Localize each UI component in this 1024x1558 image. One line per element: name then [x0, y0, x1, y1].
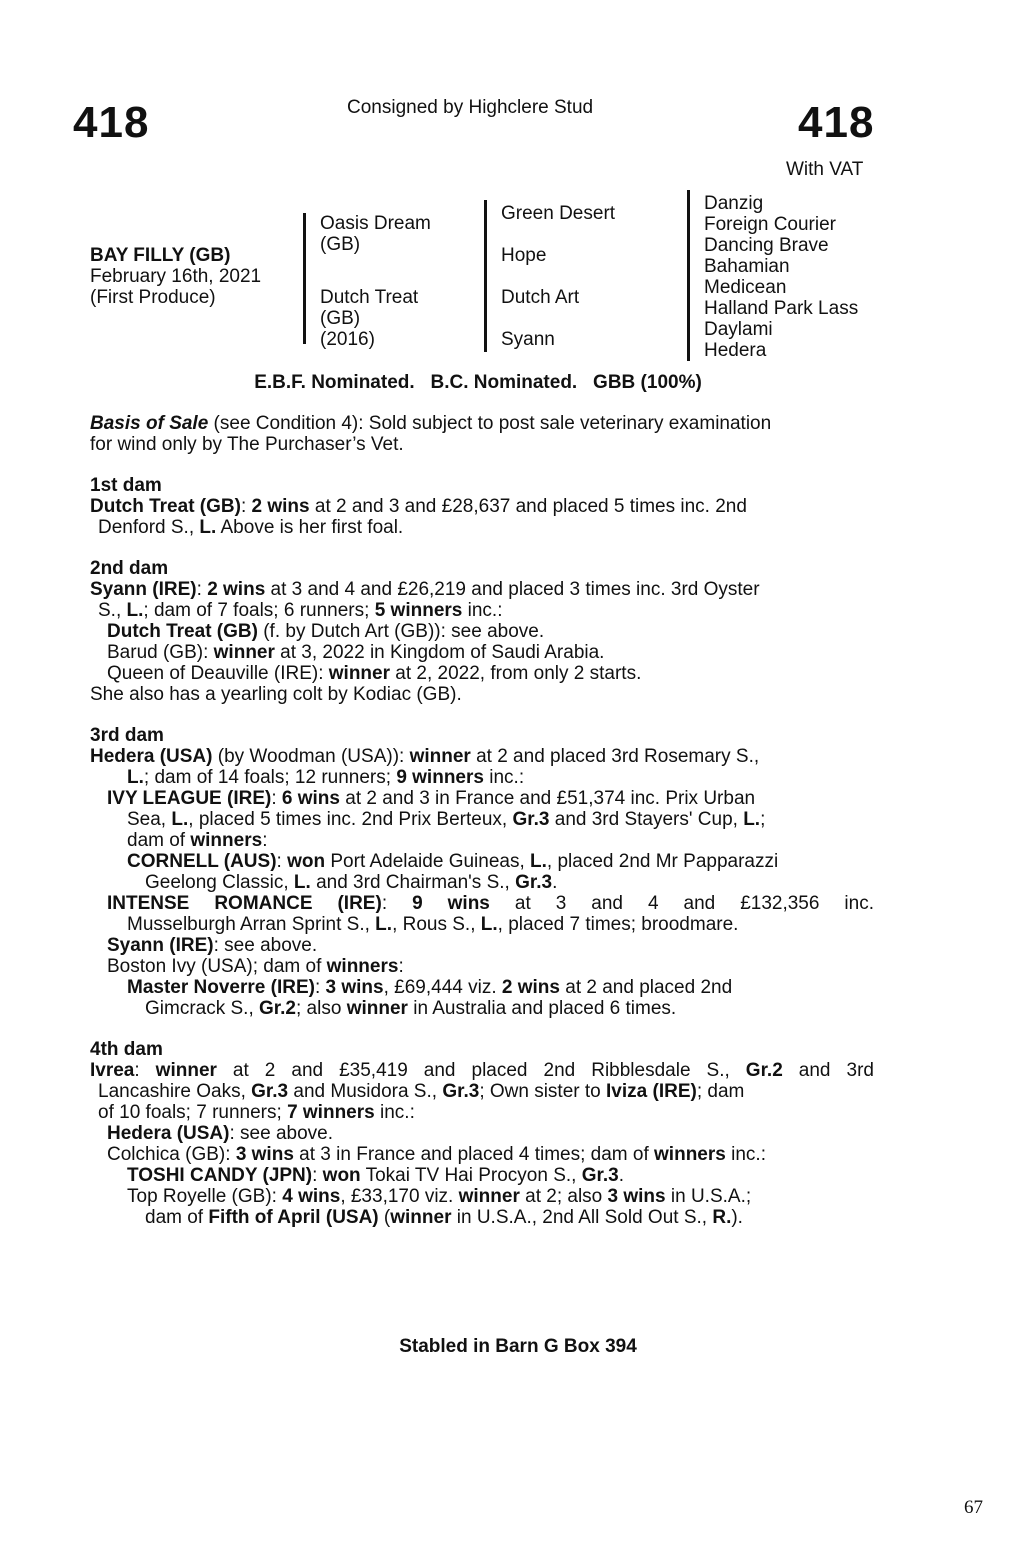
text-line: [90, 496, 874, 517]
body-text: ; Own sister to: [479, 1081, 607, 1102]
body-text: (see Condition 4): Sold subject to post sale veterinary examination: [208, 413, 772, 434]
body-text: Boston Ivy (USA); dam of: [107, 956, 327, 977]
text-line: [90, 788, 874, 809]
emphasis-text: CORNELL (AUS): [127, 851, 277, 872]
body-text: :: [271, 788, 282, 809]
emphasis-text: Gr.3: [581, 1165, 619, 1186]
text-line: [90, 579, 874, 600]
pedigree-bracket: [303, 213, 306, 344]
pedigree-section: [90, 413, 874, 455]
body-text: at 2, 2022, from only 2 starts.: [390, 663, 642, 684]
dam-year: (2016): [320, 329, 375, 350]
body-text: Tokai TV Hai Procyon S.,: [360, 1165, 582, 1186]
pedigree-section: [90, 558, 874, 705]
dam-country: (GB): [320, 308, 361, 329]
body-text: and 3rd: [782, 1060, 874, 1081]
emphasis-text: L.: [293, 872, 311, 893]
text-line: [90, 935, 874, 956]
emphasis-text: 4 wins: [282, 1186, 341, 1207]
great-grandparent: Daylami: [704, 319, 773, 340]
body-text: .: [552, 872, 558, 893]
emphasis-text: Gr.2: [259, 998, 296, 1019]
pedigree-dam: [320, 287, 418, 350]
emphasis-text: winner: [346, 998, 408, 1019]
emphasis-text: 2 wins: [501, 977, 560, 998]
body-text: ; dam of 7 foals; 6 runners;: [143, 600, 375, 621]
body-text: and 3rd Chairman's S.,: [310, 872, 516, 893]
horse-info: [90, 245, 261, 308]
great-grandparent: Dancing Brave: [704, 235, 829, 256]
text-line: [90, 621, 874, 642]
body-text: :: [240, 496, 252, 517]
body-text: inc.:: [462, 600, 503, 621]
emphasis-text: winner: [213, 642, 275, 663]
emphasis-text: 7 winners: [287, 1102, 375, 1123]
section-heading: 2nd dam: [90, 558, 169, 579]
emphasis-text: R.: [712, 1207, 732, 1228]
emphasis-text: L.: [530, 851, 547, 872]
text-line: [90, 1144, 874, 1165]
consignor: Consigned by Highclere Stud: [347, 97, 594, 118]
foaling-date: February 16th, 2021: [90, 266, 262, 287]
emphasis-text: Gr.3: [251, 1081, 289, 1102]
body-text: and Musidora S.,: [288, 1081, 443, 1102]
great-grandparent: Bahamian: [704, 256, 790, 277]
body-text: of 10 foals; 7 runners;: [98, 1102, 288, 1123]
great-grandparent: Medicean: [704, 277, 787, 298]
text-line: [90, 956, 874, 977]
emphasis-text: Gr.3: [515, 872, 553, 893]
emphasis-text: TOSHI CANDY (JPN): [127, 1165, 313, 1186]
great-grandparent: Halland Park Lass: [704, 298, 859, 319]
body-text: Sea,: [127, 809, 172, 830]
body-text: (: [378, 1207, 391, 1228]
sire-name: Oasis Dream: [320, 213, 431, 234]
pedigree-section: [90, 1039, 874, 1228]
dam-name: Dutch Treat: [320, 287, 419, 308]
text-line: [90, 517, 874, 538]
emphasis-text: Iviza (IRE): [606, 1081, 697, 1102]
body-text: and 3rd Stayers' Cup,: [549, 809, 744, 830]
pedigree-section: [90, 475, 874, 538]
emphasis-text: winner: [409, 746, 471, 767]
text-line: [90, 872, 874, 893]
emphasis-text: L.: [480, 914, 498, 935]
great-grandparent: Foreign Courier: [704, 214, 836, 235]
body-text: at 3, 2022 in Kingdom of Saudi Arabia.: [274, 642, 605, 663]
text-line: [90, 914, 874, 935]
emphasis-text: Basis of Sale: [90, 413, 209, 434]
emphasis-text: winner: [155, 1060, 217, 1081]
text-line: [90, 684, 874, 705]
pedigree-bracket: [484, 200, 487, 352]
catalogue-body: [90, 413, 874, 1228]
body-text: at 2 and 3 and £28,637 and placed 5 times inc. 2nd: [309, 496, 747, 517]
granddam-dam: Syann: [501, 329, 555, 350]
text-line: [90, 600, 874, 621]
horse-name: BAY FILLY (GB): [90, 245, 231, 266]
emphasis-text: won: [287, 851, 326, 872]
body-text: , £33,170 viz.: [340, 1186, 459, 1207]
emphasis-text: L.: [375, 914, 393, 935]
body-text: ;: [760, 809, 766, 830]
text-line: [90, 998, 874, 1019]
emphasis-text: Gr.3: [442, 1081, 480, 1102]
body-text: Musselburgh Arran Sprint S.,: [127, 914, 376, 935]
text-line: [90, 851, 874, 872]
body-text: at 3 and 4 and £26,219 and placed 3 times inc. 3rd Oyster: [265, 579, 760, 600]
body-text: for wind only by The Purchaser’s Vet.: [90, 434, 404, 455]
body-text: at 2 and placed 3rd Rosemary S.,: [470, 746, 760, 767]
emphasis-text: Gr.3: [512, 809, 550, 830]
body-text: Geelong Classic,: [145, 872, 294, 893]
body-text: inc.:: [725, 1144, 766, 1165]
text-line: [90, 663, 874, 684]
emphasis-text: winner: [328, 663, 390, 684]
text-line: [90, 1060, 874, 1081]
emphasis-text: winners: [654, 1144, 726, 1165]
body-text: , placed 5 times inc. 2nd Prix Berteux,: [188, 809, 513, 830]
grandsire-dam: Dutch Art: [501, 287, 580, 308]
body-text: at 2 and placed 2nd: [559, 977, 733, 998]
body-text: at 3 in France and placed 4 times; dam of: [293, 1144, 655, 1165]
emphasis-text: 6 wins: [281, 788, 340, 809]
section-heading: 3rd dam: [90, 725, 164, 746]
emphasis-text: 2 wins: [207, 579, 266, 600]
body-text: :: [276, 851, 288, 872]
body-text: at 2 and 3 in France and £51,374 inc. Prix Urban: [339, 788, 756, 809]
emphasis-text: winners: [326, 956, 399, 977]
text-line: [90, 1123, 874, 1144]
text-line: [90, 413, 874, 434]
body-text: Lancashire Oaks,: [98, 1081, 252, 1102]
text-line: [90, 434, 874, 455]
stabling-info: Stabled in Barn G Box 394: [399, 1336, 637, 1357]
text-line: [90, 830, 874, 851]
emphasis-text: L.: [171, 809, 189, 830]
body-text: .: [618, 1165, 624, 1186]
emphasis-text: Gr.2: [745, 1060, 783, 1081]
body-text: at 2; also: [519, 1186, 608, 1207]
vat-status: With VAT: [786, 159, 864, 180]
text-line: [90, 1081, 874, 1102]
body-text: Queen of Deauville (IRE):: [107, 663, 329, 684]
body-text: , placed 2nd Mr Papparazzi: [546, 851, 779, 872]
body-text: ; also: [296, 998, 347, 1019]
emphasis-text: L.: [126, 600, 144, 621]
text-line: [90, 767, 874, 788]
body-text: S.,: [98, 600, 127, 621]
section-heading: 4th dam: [90, 1039, 163, 1060]
body-text: inc.:: [374, 1102, 415, 1123]
body-text: :: [381, 893, 413, 914]
body-text: at 2 and £35,419 and placed 2nd Ribblesdale S.,: [216, 1060, 746, 1081]
body-text: Gimcrack S.,: [145, 998, 260, 1019]
pedigree-sire: [320, 213, 431, 255]
emphasis-text: Syann (IRE): [107, 935, 214, 956]
emphasis-text: Dutch Treat (GB): [107, 621, 258, 642]
emphasis-text: winner: [458, 1186, 520, 1207]
emphasis-text: L.: [199, 517, 217, 538]
body-text: : see above.: [213, 935, 318, 956]
section-heading: 1st dam: [90, 475, 162, 496]
emphasis-text: INTENSE ROMANCE (IRE): [107, 893, 382, 914]
emphasis-text: Hedera (USA): [107, 1123, 230, 1144]
emphasis-text: 5 winners: [374, 600, 463, 621]
emphasis-text: 3 wins: [325, 977, 384, 998]
body-text: , placed 7 times; broodmare.: [497, 914, 739, 935]
emphasis-text: Hedera (USA): [90, 746, 213, 767]
emphasis-text: 9 winners: [396, 767, 484, 788]
body-text: dam of: [127, 830, 191, 851]
body-text: ).: [731, 1207, 743, 1228]
body-text: dam of: [145, 1207, 209, 1228]
emphasis-text: Dutch Treat (GB): [90, 496, 241, 517]
emphasis-text: winner: [390, 1207, 452, 1228]
body-text: :: [196, 579, 208, 600]
body-text: Port Adelaide Guineas,: [325, 851, 531, 872]
body-text: Colchica (GB):: [107, 1144, 236, 1165]
pedigree-bracket: [687, 190, 690, 361]
emphasis-text: L.: [127, 767, 144, 788]
text-line: [90, 1186, 874, 1207]
body-text: Denford S.,: [98, 517, 200, 538]
body-text: in Australia and placed 6 times.: [407, 998, 677, 1019]
emphasis-text: Master Noverre (IRE): [127, 977, 315, 998]
body-text: in U.S.A., 2nd All Sold Out S.,: [451, 1207, 713, 1228]
pedigree-section: [90, 725, 874, 1019]
text-line: [90, 1207, 874, 1228]
text-line: [90, 893, 874, 914]
body-text: :: [398, 956, 404, 977]
emphasis-text: IVY LEAGUE (IRE): [107, 788, 272, 809]
great-grandparent: Hedera: [704, 340, 767, 361]
body-text: :: [262, 830, 268, 851]
emphasis-text: L.: [743, 809, 761, 830]
body-text: ; dam: [696, 1081, 745, 1102]
emphasis-text: winners: [190, 830, 263, 851]
sire-country: (GB): [320, 234, 361, 255]
emphasis-text: Syann (IRE): [90, 579, 197, 600]
body-text: Top Royelle (GB):: [127, 1186, 283, 1207]
page-number: 67: [964, 1497, 983, 1518]
emphasis-text: won: [322, 1165, 361, 1186]
text-line: [90, 642, 874, 663]
text-line: [90, 809, 874, 830]
body-text: inc.:: [483, 767, 525, 788]
body-text: (by Woodman (USA)):: [212, 746, 410, 767]
emphasis-text: Fifth of April (USA): [208, 1207, 379, 1228]
great-grandparent: Danzig: [704, 193, 764, 214]
emphasis-text: 2 wins: [251, 496, 310, 517]
lot-number-right: 418: [798, 98, 875, 147]
grandsire-sire: Green Desert: [501, 203, 616, 224]
body-text: Barud (GB):: [107, 642, 214, 663]
body-text: :: [134, 1060, 156, 1081]
lot-number-left: 418: [73, 98, 150, 147]
emphasis-text: Ivrea: [90, 1060, 135, 1081]
body-text: :: [314, 977, 326, 998]
body-text: , £69,444 viz.: [383, 977, 502, 998]
body-text: : see above.: [229, 1123, 334, 1144]
emphasis-text: 3 wins: [607, 1186, 666, 1207]
text-line: [90, 1165, 874, 1186]
body-text: ; dam of 14 foals; 12 runners;: [143, 767, 397, 788]
body-text: She also has a yearling colt by Kodiac (GB).: [90, 684, 462, 705]
nominations: E.B.F. Nominated. B.C. Nominated. GBB (100%): [254, 372, 702, 393]
body-text: at 3 and 4 and £132,356 inc.: [489, 893, 874, 914]
text-line: [90, 746, 874, 767]
body-text: , Rous S.,: [392, 914, 481, 935]
emphasis-text: 3 wins: [235, 1144, 294, 1165]
emphasis-text: 9 wins: [412, 893, 490, 914]
body-text: (f. by Dutch Art (GB)): see above.: [257, 621, 545, 642]
body-text: in U.S.A.;: [665, 1186, 752, 1207]
great-grandparents: [704, 193, 858, 361]
text-line: [90, 977, 874, 998]
text-line: [90, 1102, 874, 1123]
produce-note: (First Produce): [90, 287, 216, 308]
granddam-sire: Hope: [501, 245, 547, 266]
body-text: Above is her first foal.: [216, 517, 404, 538]
body-text: :: [312, 1165, 323, 1186]
